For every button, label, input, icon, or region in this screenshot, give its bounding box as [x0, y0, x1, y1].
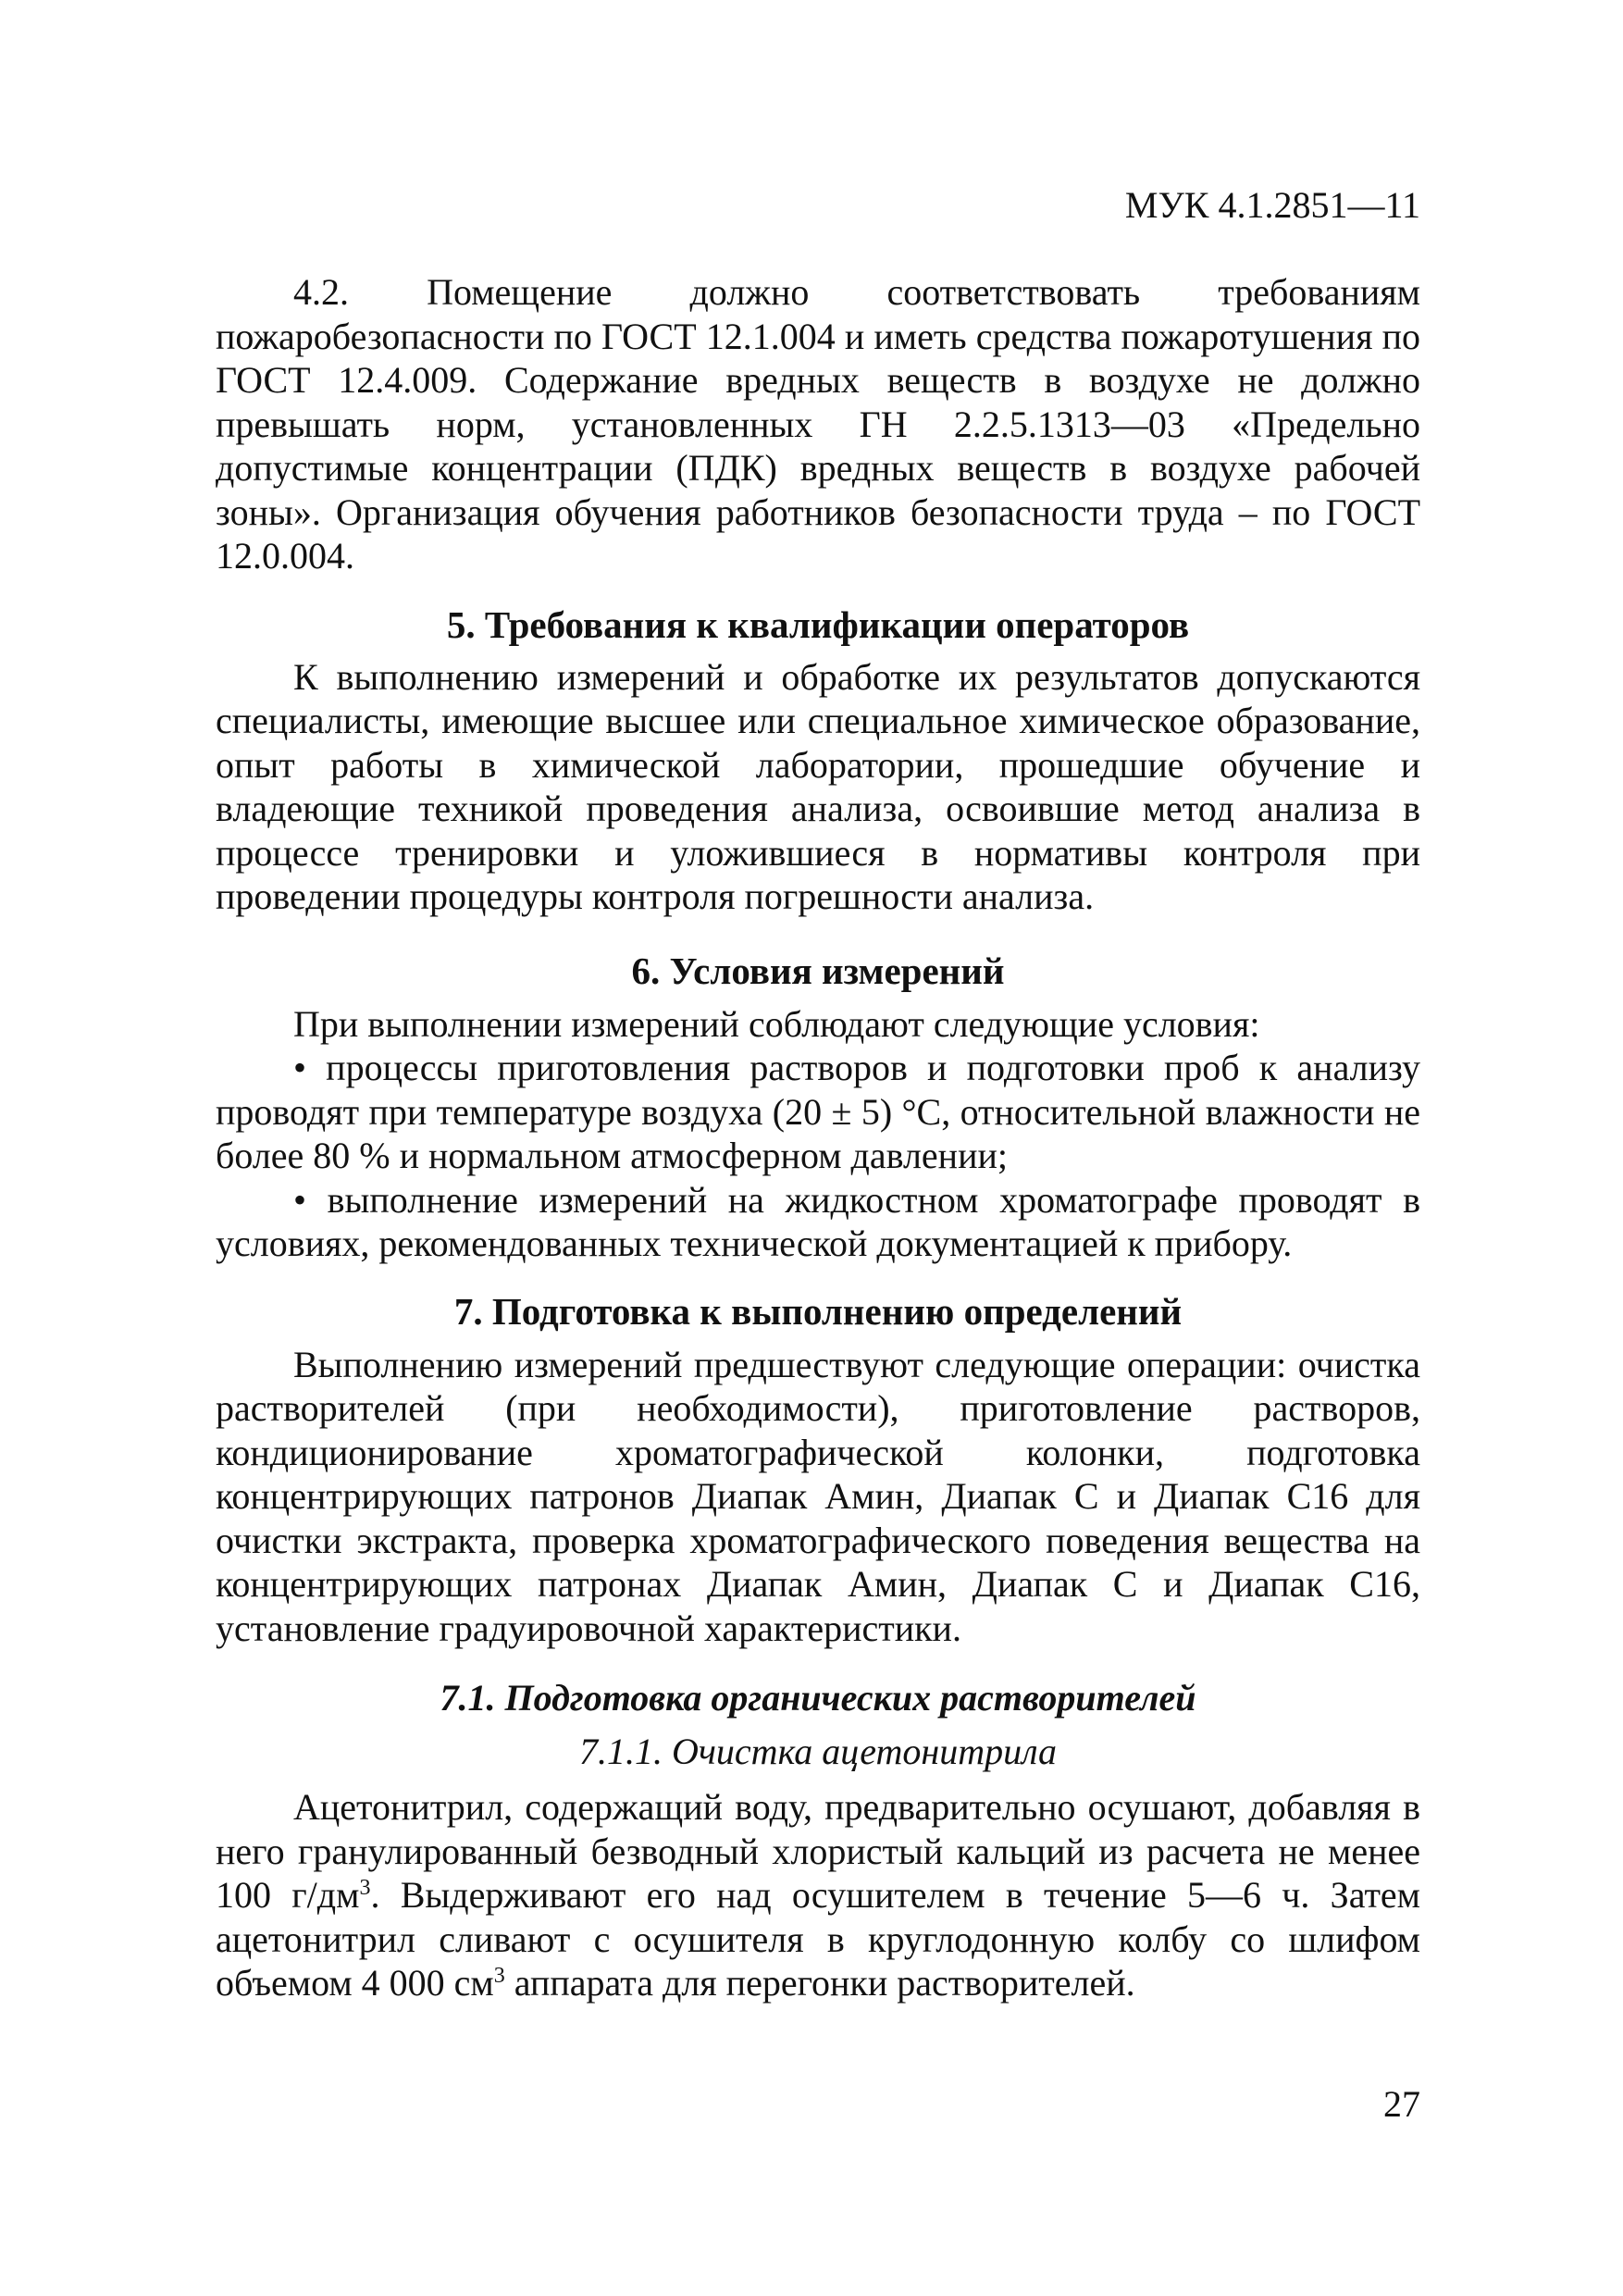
page-number: 27 — [1383, 2083, 1420, 2125]
section-5-paragraph: К выполнению измерений и обработке их результатов допускаются специалисты, имеющие высшее или специальное химическое образование, опыт работы в химической лаборатории, прошедшие обучение и владеющие техникой проведения анализа, освоившие метод анализа в процессе тренировки и уложившиеся в нормативы контроля при проведении процедуры контроля погрешности анализа. — [216, 655, 1420, 917]
section-5-heading: 5. Требования к квалификации операторов — [446, 602, 1190, 646]
subsection-7-1-1-paragraph — [216, 1785, 1420, 2005]
text-part-c: аппарата для перегонки растворителей. — [504, 1962, 1135, 2004]
text-part-a: Ацетонитрил, содержащий воду, предварительно осушают, добавляя в него гранулированный безводный хлористый кальций из расчета не менее 100 г/дм — [216, 1786, 1420, 1916]
page-content — [216, 270, 1420, 2005]
subsection-7-1-heading: 7.1. Подготовка органических растворителей — [440, 1677, 1196, 1719]
subsection-7-1-1-heading: 7.1.1. Очистка ацетонитрила — [578, 1731, 1058, 1772]
section-6-bullet-1: • процессы приготовления растворов и подготовки проб к анализу проводят при температуре воздуха (20 ± 5) °С, относительной влажности не более 80 % и нормальном атмосферном давлении; — [216, 1047, 1420, 1176]
section-6-intro: При выполнении измерений соблюдают следующие условия: — [293, 1002, 1260, 1045]
superscript-cubic-a: 3 — [359, 1876, 371, 1900]
paragraph-4-2: 4.2. Помещение должно соответствовать требованиям пожаробезопасности по ГОСТ 12.1.004 и иметь средства пожаротушения по ГОСТ 12.4.009. Содержание вредных веществ в воздухе не должно превышать норм, установленных ГН 2.2.5.1313—03 «Предельно допустимые концентрации (ПДК) вредных веществ в воздухе рабочей зоны». Организация обучения работников безопасности труда – по ГОСТ 12.0.004. — [216, 271, 1420, 577]
section-7-heading: 7. Подготовка к выполнению определений — [453, 1289, 1183, 1333]
document-code-header: МУК 4.1.2851—11 — [1124, 184, 1420, 226]
document-page — [216, 0, 1420, 2296]
superscript-cubic-b: 3 — [493, 1964, 505, 1988]
section-7-paragraph: Выполнению измерений предшествуют следующие операции: очистка растворителей (при необходимости), приготовление растворов, кондиционирование хроматографической колонки, подготовка концентрирующих патронов Диапак Амин, Диапак С и Диапак С16 для очистки экстракта, проверка хроматографического поведения вещества на концентрирующих патронах Диапак Амин, Диапак С и Диапак С16, установление градуировочной характеристики. — [216, 1343, 1420, 1649]
text-part-b: . Выдерживают его над осушителем в течение 5—6 ч. Затем ацетонитрил сливают с осушителя в круглодонную колбу со шлифом объемом 4 000 см — [216, 1874, 1420, 2004]
section-6-heading: 6. Условия измерений — [631, 949, 1005, 992]
section-6-bullet-2: • выполнение измерений на жидкостном хроматографе проводят в условиях, рекомендованных технической документацией к прибору. — [216, 1178, 1420, 1264]
